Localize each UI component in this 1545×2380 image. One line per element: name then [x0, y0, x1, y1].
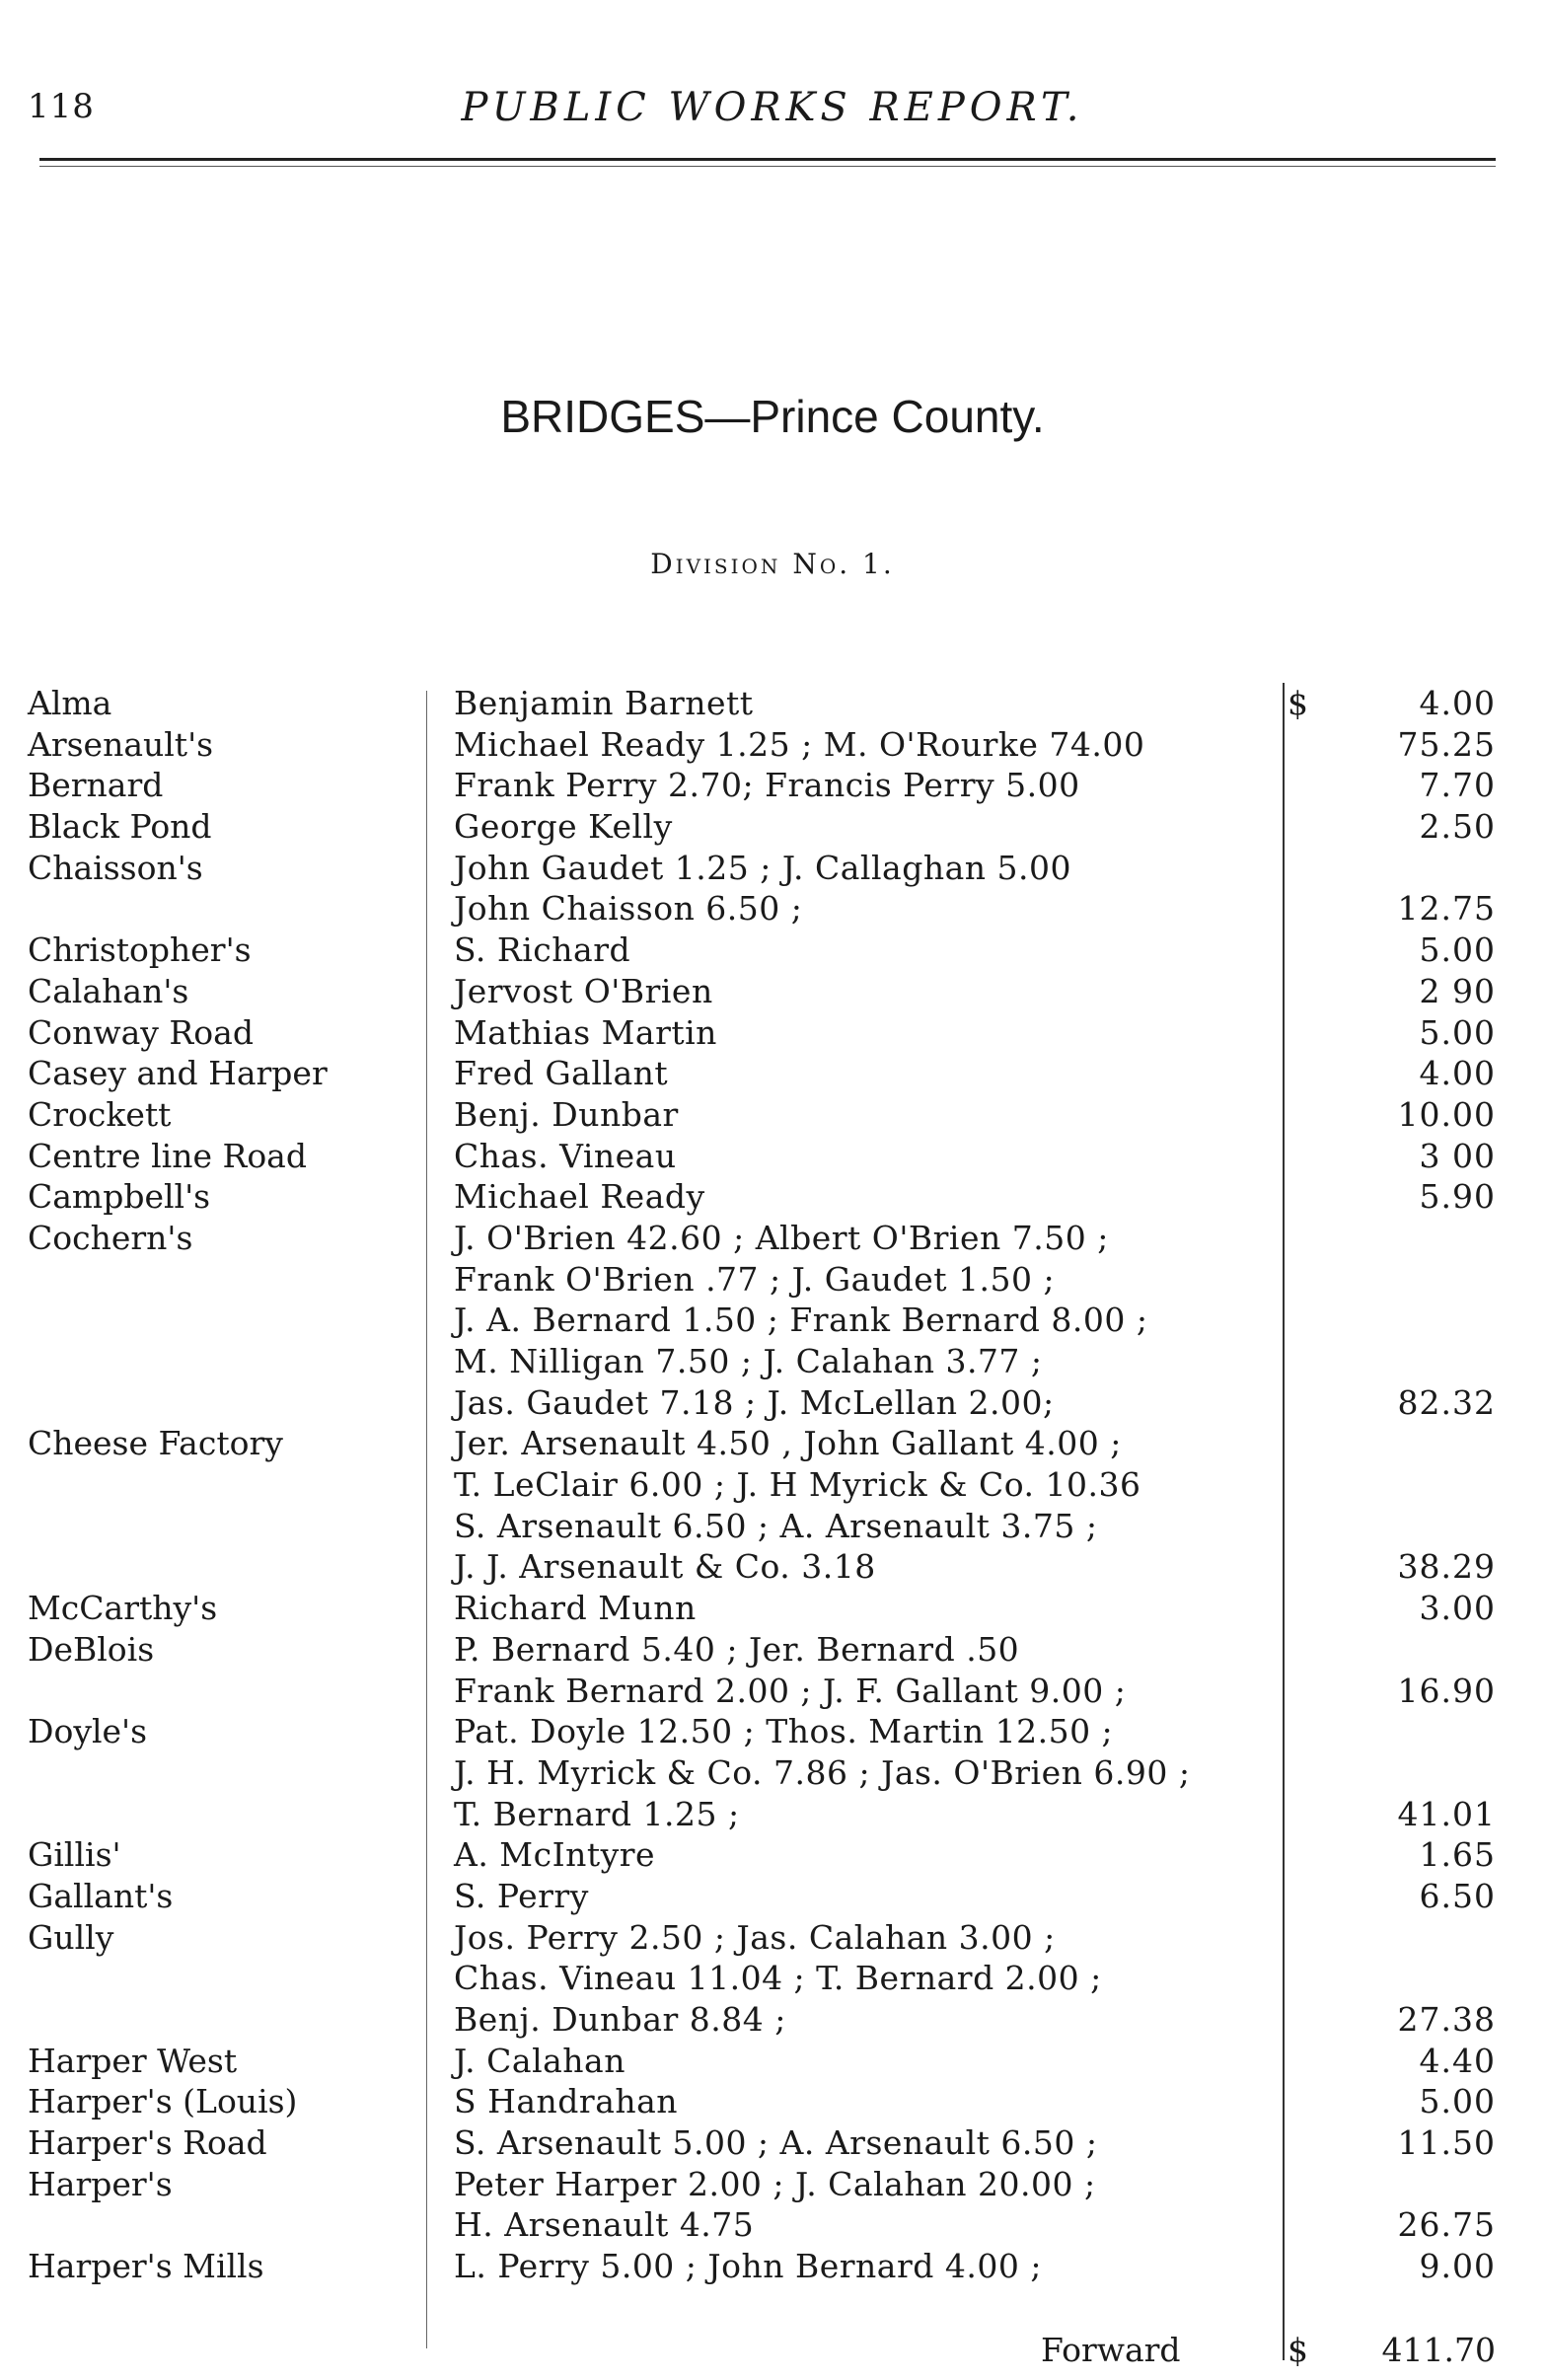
payment-details: Jervost O'Brien — [454, 971, 713, 1010]
bridge-name: DeBlois — [28, 1629, 155, 1669]
payment-details: S. Arsenault 6.50 ; A. Arsenault 3.75 ; — [454, 1506, 1098, 1545]
row-amount: 3.00 — [1419, 1589, 1496, 1628]
row-amount: 5.00 — [1419, 2082, 1496, 2121]
row-amount: 7.70 — [1419, 766, 1496, 805]
payment-details: Chas. Vineau 11.04 ; T. Bernard 2.00 ; — [454, 1959, 1102, 1998]
bridge-name: Gillis' — [28, 1835, 121, 1875]
row-amount: 6.50 — [1419, 1876, 1496, 1915]
bridge-name: Christopher's — [28, 930, 252, 970]
forward-dollar-sign: $ — [1288, 2331, 1308, 2369]
table-row — [0, 1506, 1545, 1547]
payment-details: Pat. Doyle 12.50 ; Thos. Martin 12.50 ; — [454, 1712, 1114, 1751]
table-row — [0, 1629, 1545, 1671]
row-amount: 82.32 — [1397, 1382, 1496, 1422]
row-amount: 12.75 — [1397, 889, 1496, 929]
payment-details: L. Perry 5.00 ; John Bernard 4.00 ; — [454, 2247, 1042, 2286]
table-row — [0, 2246, 1545, 2287]
table-row — [0, 1876, 1545, 1917]
table-row — [0, 1546, 1545, 1588]
row-amount: 10.00 — [1397, 1094, 1496, 1134]
payment-details: J. O'Brien 42.60 ; Albert O'Brien 7.50 ; — [454, 1218, 1109, 1257]
table-row — [0, 1259, 1545, 1301]
payment-details: H. Arsenault 4.75 — [454, 2205, 755, 2245]
bridge-name: Harper West — [28, 2041, 238, 2080]
payment-details: T. LeClair 6.00 ; J. H Myrick & Co. 10.36 — [454, 1465, 1141, 1505]
table-row — [0, 1423, 1545, 1464]
payment-details: Frank O'Brien .77 ; J. Gaudet 1.50 ; — [454, 1259, 1056, 1299]
payment-details: J. A. Bernard 1.50 ; Frank Bernard 8.00 ; — [454, 1301, 1148, 1340]
payment-details: Peter Harper 2.00 ; J. Calahan 20.00 ; — [454, 2164, 1096, 2203]
table-row — [0, 1588, 1545, 1629]
bridge-name: Calahan's — [28, 971, 189, 1010]
bridge-name: Harper's Mills — [28, 2247, 264, 2286]
row-amount: 27.38 — [1397, 2000, 1496, 2039]
payment-details: John Gaudet 1.25 ; J. Callaghan 5.00 — [454, 848, 1071, 887]
page-number: 118 — [28, 87, 95, 126]
dollar-sign: $ — [1288, 684, 1308, 722]
bridge-name: Conway Road — [28, 1012, 254, 1052]
row-amount: 26.75 — [1397, 2205, 1496, 2245]
bridge-name: Gully — [28, 1917, 114, 1957]
table-row — [0, 930, 1545, 971]
table-row — [0, 2081, 1545, 2122]
row-amount: 41.01 — [1397, 1794, 1496, 1833]
bridge-name: Harper's Road — [28, 2123, 267, 2163]
table-row — [0, 1218, 1545, 1259]
header-rule-thin — [39, 166, 1496, 167]
table-row — [0, 1711, 1545, 1752]
section-title: BRIDGES—Prince County. — [500, 391, 1045, 442]
payment-details: S Handrahan — [454, 2082, 679, 2121]
forward-amount: 411.70 — [1381, 2331, 1496, 2369]
bridge-name: Harper's — [28, 2164, 173, 2203]
table-row — [0, 848, 1545, 889]
table-row — [0, 806, 1545, 848]
table-row — [0, 1752, 1545, 1794]
payment-details: Benj. Dunbar 8.84 ; — [454, 2000, 786, 2039]
payment-details: Chas. Vineau — [454, 1136, 677, 1175]
payment-details: Fred Gallant — [454, 1054, 669, 1093]
payment-details: Benj. Dunbar — [454, 1094, 679, 1134]
payment-details: Frank Bernard 2.00 ; J. F. Gallant 9.00 ; — [454, 1671, 1127, 1710]
bridge-name: Bernard — [28, 766, 164, 805]
table-row — [0, 1671, 1545, 1712]
payment-details: Jos. Perry 2.50 ; Jas. Calahan 3.00 ; — [454, 1917, 1056, 1957]
table-row — [0, 971, 1545, 1012]
table-row — [0, 724, 1545, 766]
row-amount: 1.65 — [1419, 1835, 1496, 1875]
table-row — [0, 1834, 1545, 1876]
table-row — [0, 1464, 1545, 1506]
payment-details: Benjamin Barnett — [454, 684, 754, 722]
row-amount: 9.00 — [1419, 2247, 1496, 2286]
row-amount: 5.90 — [1419, 1177, 1496, 1217]
row-amount: 4.00 — [1419, 684, 1496, 722]
table-row — [0, 765, 1545, 806]
header-rule — [39, 158, 1496, 161]
bridge-name: Cheese Factory — [28, 1424, 283, 1463]
table-row — [0, 1341, 1545, 1382]
payment-details: A. McIntyre — [454, 1835, 656, 1875]
payment-details: John Chaisson 6.50 ; — [454, 889, 803, 929]
bridge-name: Alma — [28, 684, 112, 722]
bridge-name: Chaisson's — [28, 848, 203, 887]
bridge-name: Campbell's — [28, 1177, 211, 1217]
payment-details: S. Richard — [454, 930, 631, 970]
bridge-name: McCarthy's — [28, 1589, 218, 1628]
ledger-table — [0, 683, 1545, 2287]
payment-details: J. Calahan — [454, 2041, 625, 2080]
row-amount: 2.50 — [1419, 807, 1496, 847]
table-row — [0, 1300, 1545, 1341]
table-row — [0, 2122, 1545, 2164]
bridge-name: Cochern's — [28, 1218, 193, 1257]
payment-details: Jas. Gaudet 7.18 ; J. McLellan 2.00; — [454, 1382, 1055, 1422]
bridge-name: Doyle's — [28, 1712, 148, 1751]
bridge-name: Harper's (Louis) — [28, 2082, 298, 2121]
forward-label: Forward — [1041, 2331, 1181, 2369]
table-row — [0, 1012, 1545, 1054]
row-amount: 4.40 — [1419, 2041, 1496, 2080]
payment-details: P. Bernard 5.40 ; Jer. Bernard .50 — [454, 1629, 1020, 1669]
payment-details: George Kelly — [454, 807, 673, 847]
bridge-name: Centre line Road — [28, 1136, 307, 1175]
table-row — [0, 1999, 1545, 2041]
running-title: PUBLIC WORKS REPORT. — [461, 85, 1084, 130]
table-row — [0, 1053, 1545, 1094]
row-amount: 16.90 — [1397, 1671, 1496, 1710]
row-amount: 4.00 — [1419, 1054, 1496, 1093]
table-row — [0, 2164, 1545, 2205]
payment-details: Mathias Martin — [454, 1012, 717, 1052]
table-row — [0, 1958, 1545, 1999]
table-row — [0, 2204, 1545, 2246]
bridge-name: Casey and Harper — [28, 1054, 328, 1093]
payment-details: M. Nilligan 7.50 ; J. Calahan 3.77 ; — [454, 1342, 1043, 1380]
row-amount: 5.00 — [1419, 930, 1496, 970]
table-row — [0, 2041, 1545, 2082]
table-row — [0, 1176, 1545, 1218]
payment-details: Michael Ready — [454, 1177, 705, 1217]
payment-details: Frank Perry 2.70; Francis Perry 5.00 — [454, 766, 1080, 805]
payment-details: J. J. Arsenault & Co. 3.18 — [454, 1547, 876, 1587]
payment-details: S. Perry — [454, 1876, 589, 1915]
row-amount: 3 00 — [1419, 1136, 1496, 1175]
bridge-name: Black Pond — [28, 807, 212, 847]
payment-details: Richard Munn — [454, 1589, 697, 1628]
table-row — [0, 1794, 1545, 1835]
bridge-name: Gallant's — [28, 1876, 174, 1915]
payment-details: Jer. Arsenault 4.50 , John Gallant 4.00 ; — [454, 1424, 1122, 1463]
payment-details: Michael Ready 1.25 ; M. O'Rourke 74.00 — [454, 724, 1145, 764]
subsection-title: Division No. 1. — [650, 548, 895, 580]
table-row — [0, 1136, 1545, 1177]
table-row — [0, 1917, 1545, 1959]
bridge-name: Crockett — [28, 1094, 172, 1134]
row-amount: 75.25 — [1397, 724, 1496, 764]
table-row — [0, 1382, 1545, 1424]
row-amount: 2 90 — [1419, 971, 1496, 1010]
table-row — [0, 1094, 1545, 1136]
payment-details: S. Arsenault 5.00 ; A. Arsenault 6.50 ; — [454, 2123, 1098, 2163]
row-amount: 38.29 — [1397, 1547, 1496, 1587]
row-amount: 5.00 — [1419, 1012, 1496, 1052]
row-amount: 11.50 — [1397, 2123, 1496, 2163]
payment-details: T. Bernard 1.25 ; — [454, 1794, 740, 1833]
payment-details: J. H. Myrick & Co. 7.86 ; Jas. O'Brien 6.90 ; — [454, 1752, 1191, 1792]
table-row — [0, 683, 1545, 724]
table-row — [0, 888, 1545, 930]
bridge-name: Arsenault's — [28, 724, 214, 764]
